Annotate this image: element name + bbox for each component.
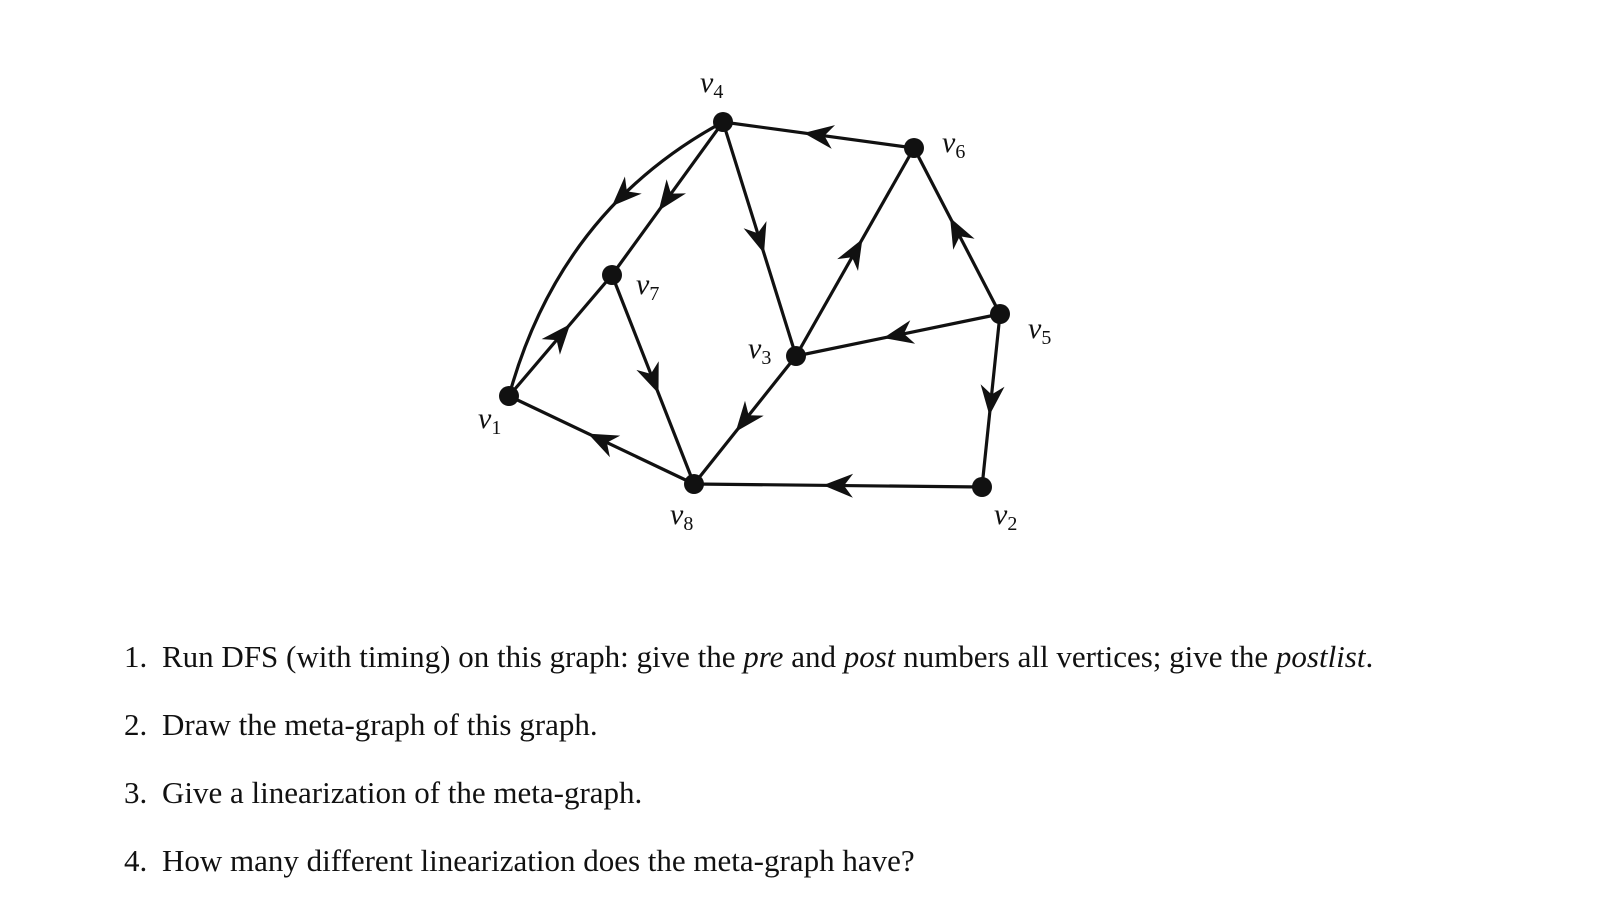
graph-vertices (499, 112, 1010, 497)
question-2 (124, 708, 1584, 776)
question-text: and (783, 639, 844, 674)
question-4 (124, 844, 1584, 912)
vertex-v3 (786, 346, 806, 366)
vertex-v7 (602, 265, 622, 285)
question-3 (124, 776, 1584, 844)
vertex-v6 (904, 138, 924, 158)
question-text: Give a linearization of the meta-graph. (162, 775, 643, 810)
vertex-label-v8: $v_8$ (670, 498, 694, 535)
arrowhead-v3-v6 (837, 239, 862, 271)
vertex-label-v2: $v_2$ (994, 498, 1018, 535)
question-number: 1. (124, 639, 148, 674)
question-text: numbers all vertices; give the (895, 639, 1276, 674)
question-text: Draw the meta-graph of this graph. (162, 707, 598, 742)
term-post: post (843, 639, 896, 674)
arrowhead-v3-v8 (736, 401, 764, 432)
vertex-v8 (684, 474, 704, 494)
vertex-v2 (972, 477, 992, 497)
question-list (124, 640, 1584, 912)
term-postlist: postlist (1275, 639, 1366, 674)
term-pre: pre (743, 639, 784, 674)
arrowhead-v4-v7 (659, 179, 686, 210)
question-text: How many different linearization does the meta-graph have? (162, 843, 915, 878)
vertex-v4 (713, 112, 733, 132)
question-number: 2. (124, 707, 148, 742)
vertex-label-v7: $v_7$ (636, 268, 660, 305)
vertex-label-v1: $v_1$ (478, 402, 502, 439)
vertex-label-v3: $v_3$ (748, 332, 772, 369)
graph-edges (509, 122, 1005, 498)
question-number: 4. (124, 843, 148, 878)
vertex-label-v4: $v_4$ (700, 66, 724, 103)
question-1 (124, 640, 1584, 708)
arrowhead-v5-v6 (950, 218, 975, 250)
question-number: 3. (124, 775, 148, 810)
graph-vertex-labels (478, 66, 1051, 535)
question-text: Run DFS (with timing) on this graph: give the (162, 639, 744, 674)
vertex-v5 (990, 304, 1010, 324)
arrowhead-v1-v7 (542, 324, 571, 355)
vertex-label-v5: $v_5$ (1028, 312, 1052, 349)
vertex-v1 (499, 386, 519, 406)
edge-v4-v1 (509, 122, 723, 396)
vertex-label-v6: $v_6$ (942, 126, 966, 163)
question-text: . (1365, 639, 1374, 674)
